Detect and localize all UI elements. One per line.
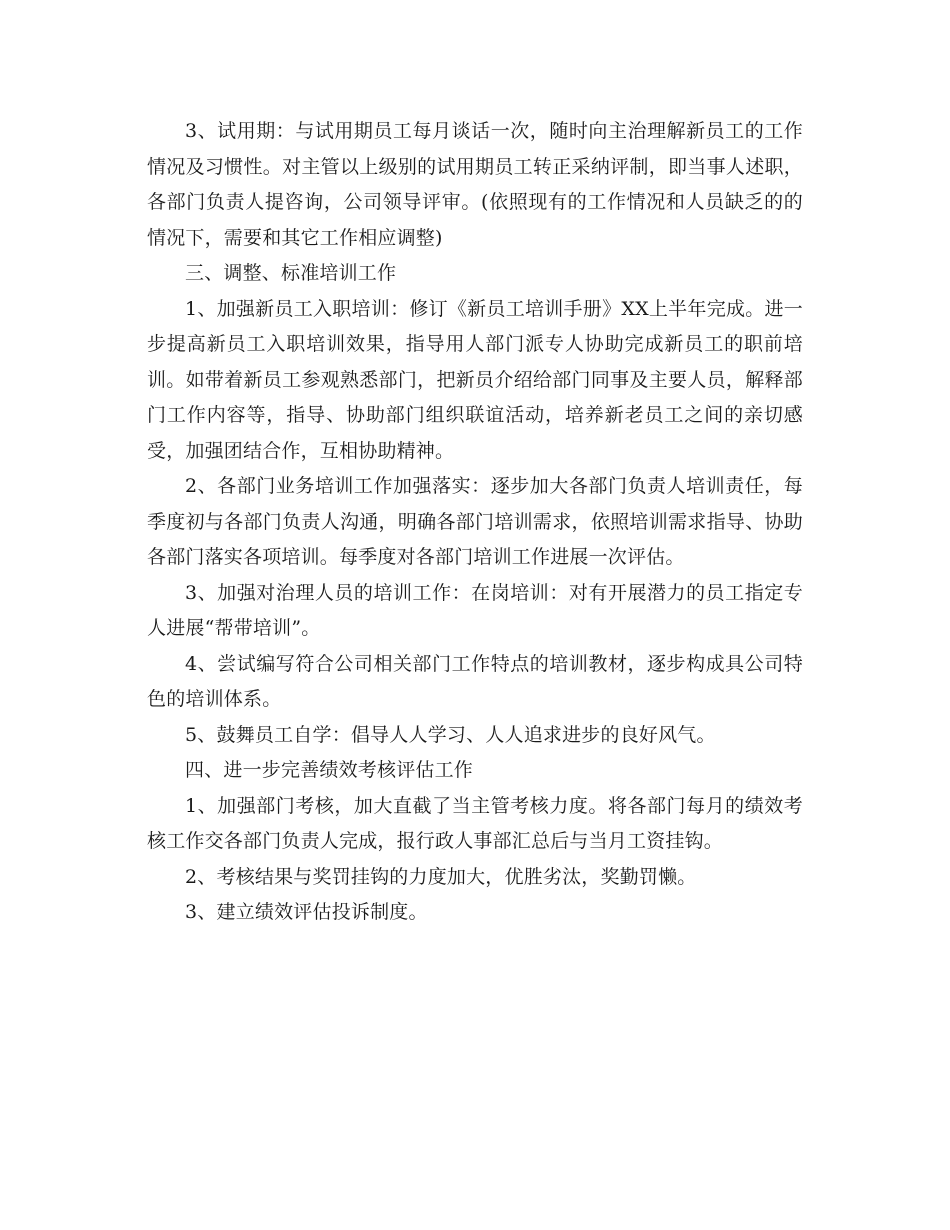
paragraph-management-training: 3、加强对治理人员的培训工作：在岗培训：对有开展潜力的员工指定专人进展“帮带培训”。 <box>147 581 803 639</box>
paragraph-complaint-system: 3、建立绩效评估投诉制度。 <box>185 901 428 923</box>
section-heading-performance: 四、进一步完善绩效考核评估工作 <box>185 759 474 781</box>
paragraph-onboarding-training: 1、加强新员工入职培训：修订《新员工培训手册》XX上半年完成。进一步提高新员工入职培训效果，指导用人部门派专人协助完成新员工的职前培训。如带着新员工参观熟悉部门，把新员介绍给部门同事及主要人员，解释部门工作内容等，指导、协助部门组织联谊活动，培养新老员工之间的亲切感受，加强团结合作，互相协助精神。 <box>147 297 803 462</box>
paragraph-department-assessment: 1、加强部门考核，加大直截了当主管考核力度。将各部门每月的绩效考核工作交各部门负责人完成，报行政人事部汇总后与当月工资挂钩。 <box>147 794 803 852</box>
paragraph-probation: 3、试用期：与试用期员工每月谈话一次，随时向主治理解新员工的工作情况及习惯性。对主管以上级别的试用期员工转正采纳评制，即当事人述职，各部门负责人提咨询，公司领导评审。(依照现有的工作情况和人员缺乏的的情况下，需要和其它工作相应调整) <box>147 120 803 249</box>
paragraph-department-training: 2、各部门业务培训工作加强落实：逐步加大各部门负责人培训责任，每季度初与各部门负责人沟通，明确各部门培训需求，依照培训需求指导、协助各部门落实各项培训。每季度对各部门培训工作进展一次评估。 <box>147 475 803 568</box>
paragraph-rewards-penalties: 2、考核结果与奖罚挂钩的力度加大，优胜劣汰，奖勤罚懒。 <box>185 865 697 888</box>
paragraph-training-materials: 4、尝试编写符合公司相关部门工作特点的培训教材，逐步构成具公司特色的培训体系。 <box>147 652 803 710</box>
document-body <box>147 114 803 931</box>
section-heading-training: 三、调整、标准培训工作 <box>185 262 397 284</box>
paragraph-self-study: 5、鼓舞员工自学：倡导人人学习、人人追求进步的良好风气。 <box>185 723 716 746</box>
